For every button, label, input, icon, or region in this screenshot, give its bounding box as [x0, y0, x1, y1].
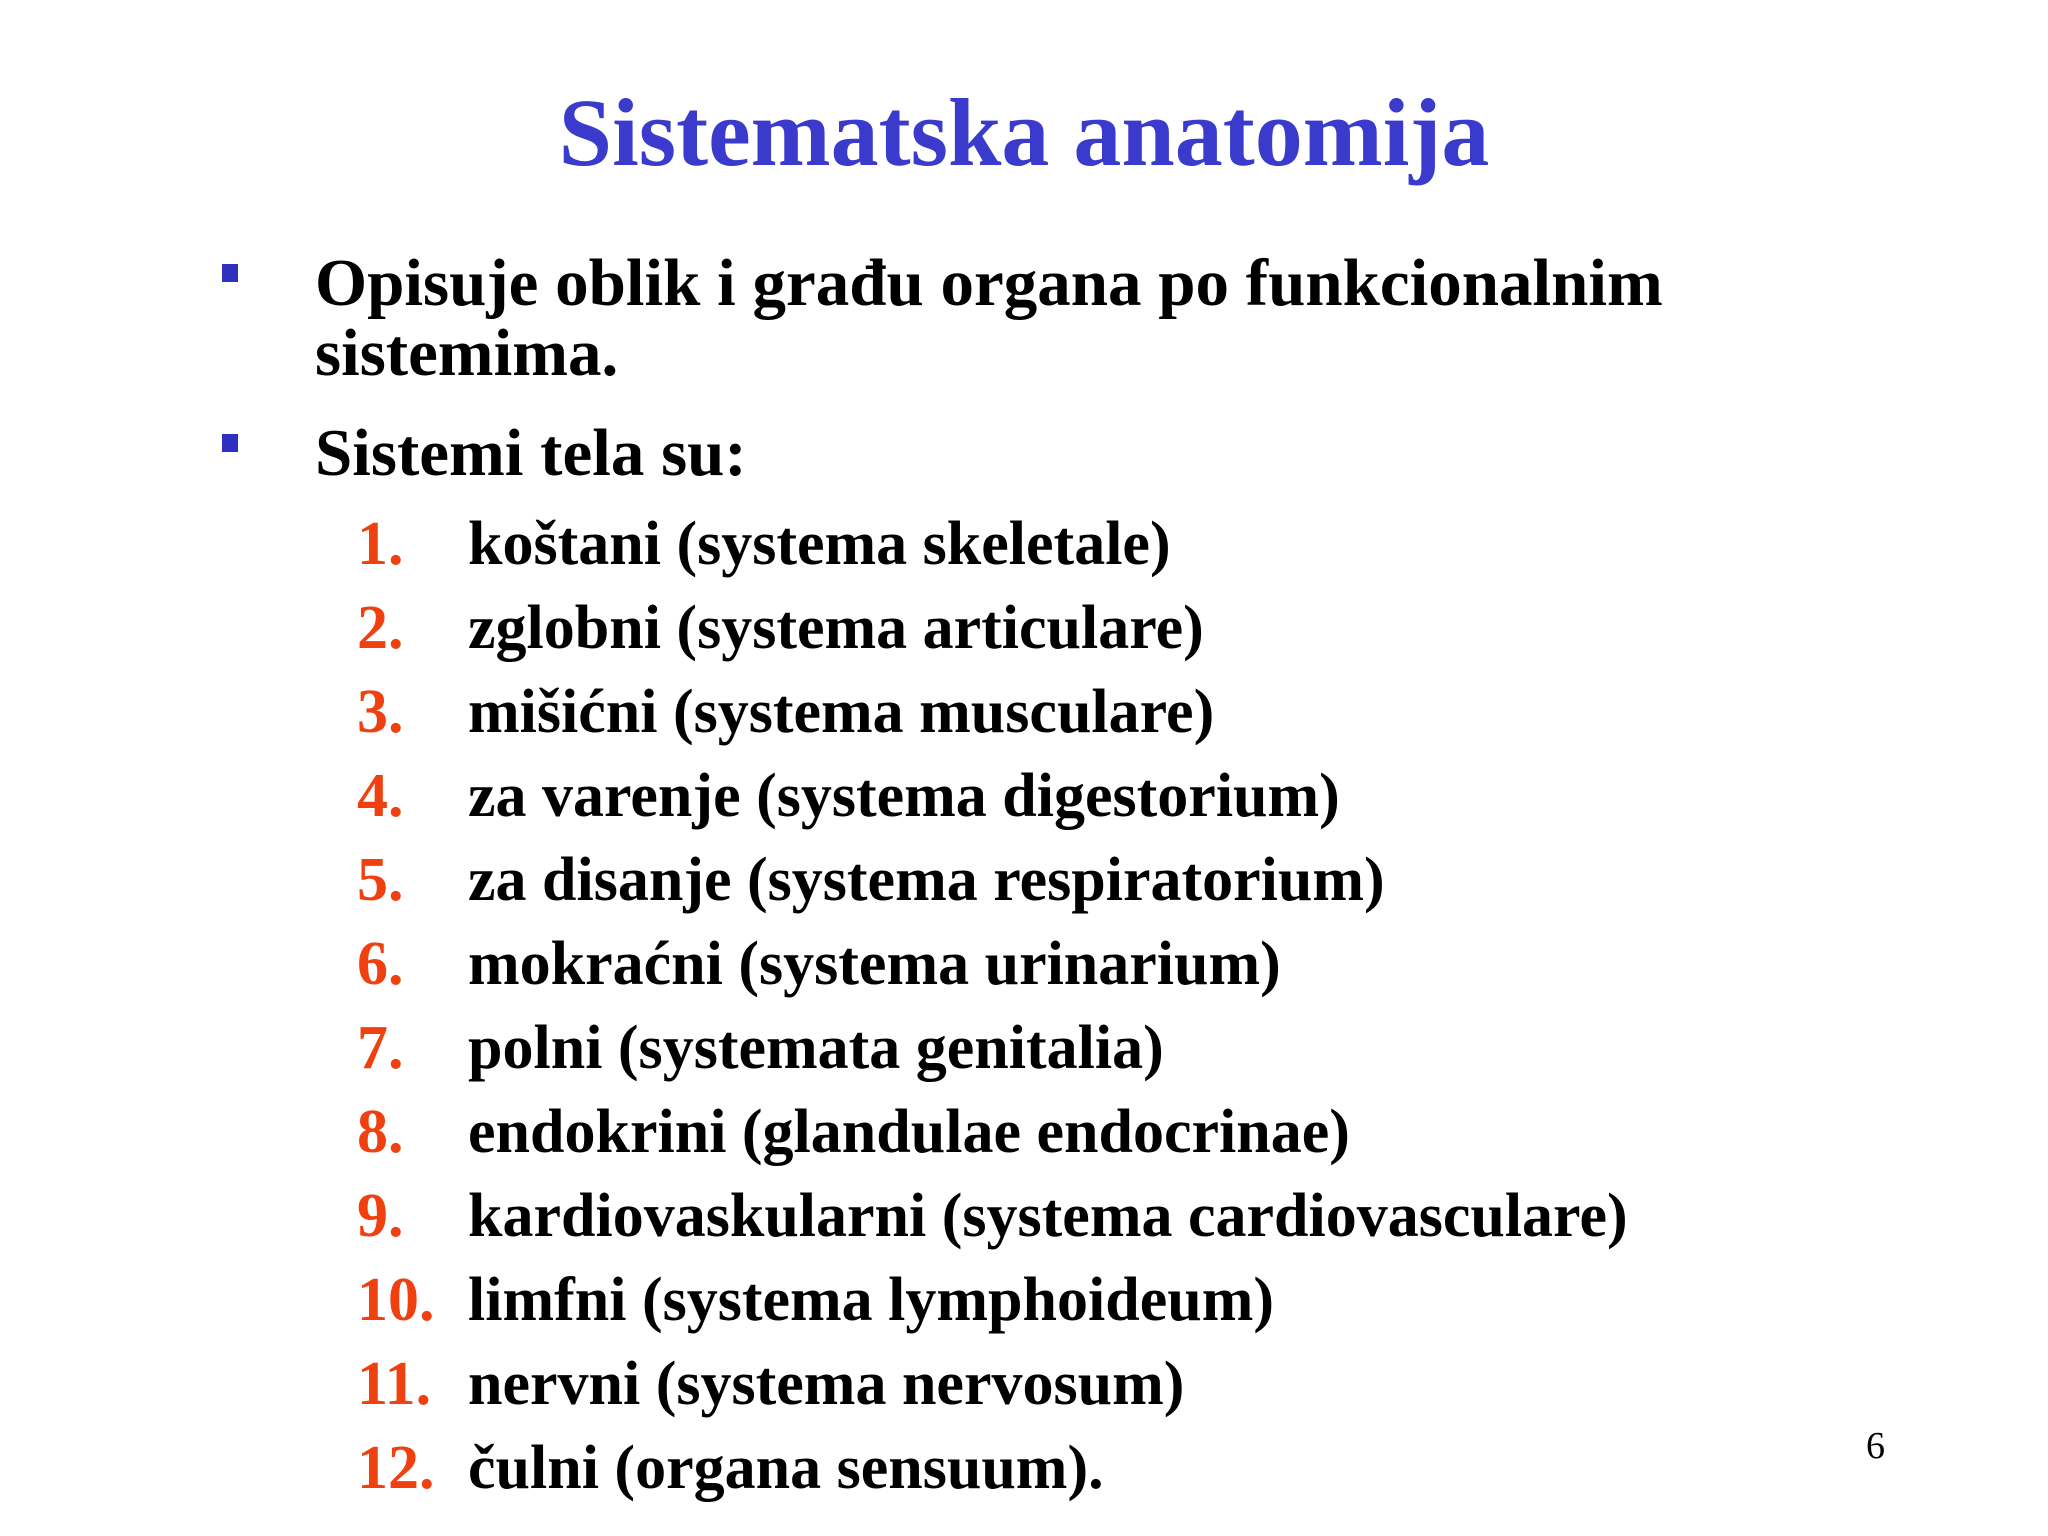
list-label: endokrini (glandulae endocrinae): [468, 1098, 1350, 1166]
list-label: kardiovaskularni (systema cardiovasculare): [468, 1182, 1628, 1250]
list-number: 4.: [357, 762, 404, 830]
list-item: [0, 586, 2048, 670]
list-item: [0, 1090, 2048, 1174]
list-item: [0, 1006, 2048, 1090]
list-item: [0, 1426, 2048, 1510]
list-item: [0, 922, 2048, 1006]
list-item: [0, 502, 2048, 586]
list-label: zglobni (systema articulare): [468, 594, 1204, 662]
square-bullet-icon: [222, 434, 238, 452]
slide-title: Sistematska anatomija: [558, 79, 1490, 186]
list-number: 6.: [357, 930, 404, 998]
list-number: 3.: [357, 678, 404, 746]
list-item: [0, 1258, 2048, 1342]
list-label: za varenje (systema digestorium): [468, 762, 1340, 830]
list-number: 7.: [357, 1014, 404, 1082]
list-label: koštani (systema skeletale): [468, 510, 1171, 578]
list-number: 8.: [357, 1098, 404, 1166]
list-label: nervni (systema nervosum): [468, 1350, 1185, 1418]
list-label: limfni (systema lymphoideum): [468, 1266, 1274, 1334]
list-number: 5.: [357, 846, 404, 914]
list-label: čulni (organa sensuum).: [468, 1434, 1104, 1502]
list-number: 12.: [357, 1434, 435, 1502]
list-label: polni (systemata genitalia): [468, 1014, 1164, 1082]
list-number: 11.: [357, 1350, 432, 1418]
list-item: [0, 754, 2048, 838]
square-bullet-icon: [222, 264, 238, 282]
list-label: za disanje (systema respiratorium): [468, 846, 1385, 914]
list-number: 10.: [357, 1266, 435, 1334]
list-item: [0, 670, 2048, 754]
list-item: [0, 838, 2048, 922]
list-item: [0, 1174, 2048, 1258]
bullet-text: Sistemi tela su:: [315, 416, 747, 490]
list-label: mokraćni (systema urinarium): [468, 930, 1281, 998]
list-label: mišićni (systema musculare): [468, 678, 1215, 746]
list-number: 2.: [357, 594, 404, 662]
bullet-text: Opisuje oblik i građu organa po funkcionalnim sistemima.: [315, 246, 1663, 390]
list-item: [0, 1342, 2048, 1426]
list-number: 1.: [357, 510, 404, 578]
list-number: 9.: [357, 1182, 404, 1250]
page-number: 6: [1866, 1425, 1885, 1467]
